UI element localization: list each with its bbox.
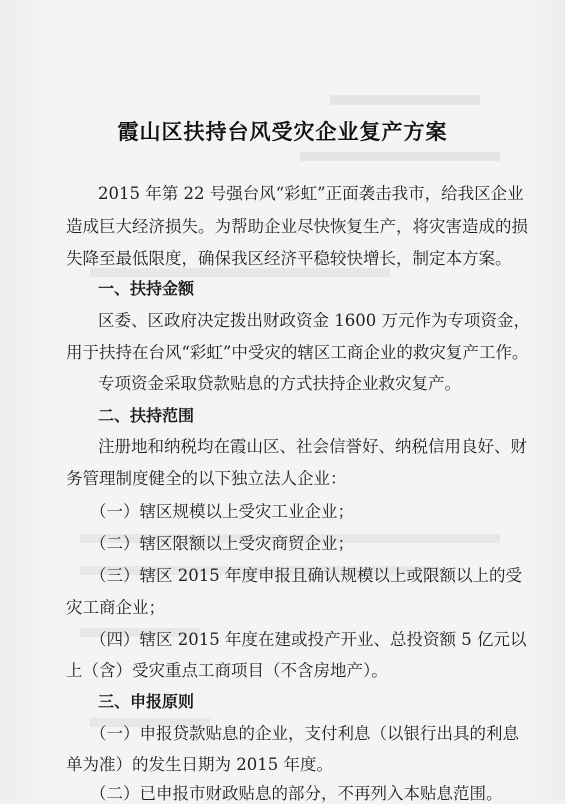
principle-item: （二）已申报市财政贴息的部分，不再列入本贴息范围。 xyxy=(90,784,503,803)
section-heading-scope: 二、扶持范围 xyxy=(98,406,195,425)
section1-line: 用于扶持在台风“彩虹”中受灾的辖区工商企业的救灾复产工作。 xyxy=(66,343,529,362)
section1-line: 专项资金采取贷款贴息的方式扶持企业救灾复产。 xyxy=(98,374,461,393)
scope-item: 上（含）受灾重点工商项目（不含房地产）。 xyxy=(66,661,388,680)
intro-line: 2015 年第 22 号强台风“彩虹”正面袭击我市，给我区企业 xyxy=(98,184,524,203)
section1-line: 区委、区政府决定拨出财政资金 1600 万元作为专项资金， xyxy=(98,311,530,330)
section-heading-principles: 三、申报原则 xyxy=(98,692,195,711)
section2-line: 注册地和纳税均在霞山区、社会信誉好、纳税信用良好、财 xyxy=(98,437,527,456)
scope-item: （二）辖区限额以上受灾商贸企业； xyxy=(90,534,354,553)
bleed-through-mark xyxy=(330,95,480,105)
scope-item: 灾工商企业； xyxy=(66,598,165,617)
intro-line: 造成巨大经济损失。为帮助企业尽快恢复生产，将灾害造成的损 xyxy=(66,217,528,236)
principle-item: 单为准）的发生日期为 2015 年度。 xyxy=(66,755,333,774)
bleed-through-mark xyxy=(300,152,500,161)
document-title: 霞山区扶持台风受灾企业复产方案 xyxy=(117,120,448,144)
principle-item: （一）申报贷款贴息的企业，支付利息（以银行出具的利息 xyxy=(90,724,519,743)
scope-item: （四）辖区 2015 年度在建或投产开业、总投资额 5 亿元以 xyxy=(90,630,527,649)
scope-item: （一）辖区规模以上受灾工业企业； xyxy=(90,502,354,521)
section2-line: 务管理制度健全的以下独立法人企业： xyxy=(66,469,347,488)
intro-line: 失降至最低限度，确保我区经济平稳较快增长，制定本方案。 xyxy=(66,249,512,268)
scope-item: （三）辖区 2015 年度申报且确认规模以上或限额以上的受 xyxy=(90,566,522,585)
section-heading-funding: 一、扶持金额 xyxy=(98,279,195,298)
